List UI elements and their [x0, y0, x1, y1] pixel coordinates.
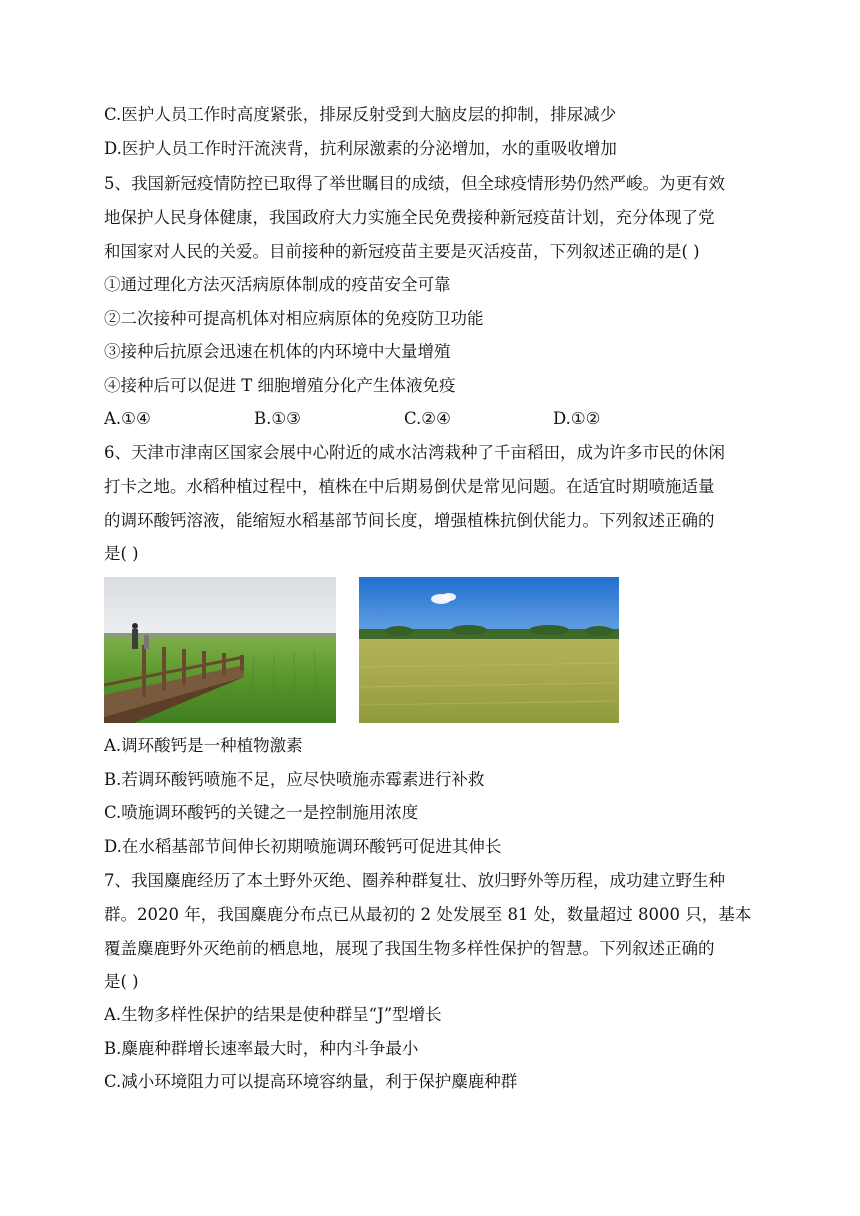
q5-option-d: D.①②: [553, 409, 601, 428]
q6-stem-line-2: 打卡之地。水稻种植过程中，植株在中后期易倒伏是常见问题。在适宜时期喷施适量: [104, 477, 715, 496]
q5-statement-4: ④接种后可以促进 T 细胞增殖分化产生体液免疫: [104, 376, 456, 395]
q6-option-b: B.若调环酸钙喷施不足，应尽快喷施赤霉素进行补救: [104, 770, 485, 789]
q7-option-a: A.生物多样性保护的结果是使种群呈“J”型增长: [104, 1005, 442, 1024]
q6-option-c: C.喷施调环酸钙的关键之一是控制施用浓度: [104, 803, 419, 822]
q5-options: [104, 408, 704, 430]
q5-option-b: B.①③: [254, 409, 301, 428]
q4-option-d: D.医护人员工作时汗流浃背，抗利尿激素的分泌增加，水的重吸收增加: [104, 139, 617, 158]
q7-stem-line-3: 覆盖麋鹿野外灭绝前的栖息地，展现了我国生物多样性保护的智慧。下列叙述正确的: [104, 939, 715, 958]
q7-stem-line-2: 群。2020 年，我国麋鹿分布点已从最初的 2 处发展至 81 处，数量超过 8000 只，基本: [104, 905, 752, 924]
rice-field-blue-sky-photo: [359, 577, 619, 723]
q5-statement-2: ②二次接种可提高机体对相应病原体的免疫防卫功能: [104, 309, 484, 328]
q7-option-c: C.减小环境阻力可以提高环境容纳量，利于保护麋鹿种群: [104, 1072, 518, 1091]
q5-stem-line-1: 5、我国新冠疫情防控已取得了举世瞩目的成绩，但全球疫情形势仍然严峻。为更有效: [104, 174, 725, 193]
rice-field-boardwalk-photo: [104, 577, 336, 723]
q5-statement-3: ③接种后抗原会迅速在机体的内环境中大量增殖: [104, 342, 451, 361]
q5-statement-1: ①通过理化方法灭活病原体制成的疫苗安全可靠: [104, 275, 451, 294]
q5-stem-line-2: 地保护人民身体健康，我国政府大力实施全民免费接种新冠疫苗计划，充分体现了党: [104, 208, 715, 227]
q6-stem-line-4: 是( ): [104, 544, 139, 563]
q6-option-d: D.在水稻基部节间伸长初期喷施调环酸钙可促进其伸长: [104, 837, 502, 856]
q6-stem-line-3: 的调环酸钙溶液，能缩短水稻基部节间长度，增强植株抗倒伏能力。下列叙述正确的: [104, 511, 715, 530]
q7-stem-line-1: 7、我国麋鹿经历了本土野外灭绝、圈养种群复壮、放归野外等历程，成功建立野生种: [104, 871, 725, 890]
q5-option-a: A.①④: [104, 409, 151, 428]
q4-option-c: C.医护人员工作时高度紧张，排尿反射受到大脑皮层的抑制，排尿减少: [104, 105, 617, 124]
q6-option-a: A.调环酸钙是一种植物激素: [104, 736, 303, 755]
q5-stem-line-3: 和国家对人民的关爱。目前接种的新冠疫苗主要是灭活疫苗，下列叙述正确的是( ): [104, 242, 700, 261]
q6-stem-line-1: 6、天津市津南区国家会展中心附近的咸水沽湾栽种了千亩稻田，成为许多市民的休闲: [104, 443, 725, 462]
q7-option-b: B.麋鹿种群增长速率最大时，种内斗争最小: [104, 1039, 419, 1058]
q7-stem-line-4: 是( ): [104, 972, 139, 991]
q5-option-c: C.②④: [404, 409, 451, 428]
